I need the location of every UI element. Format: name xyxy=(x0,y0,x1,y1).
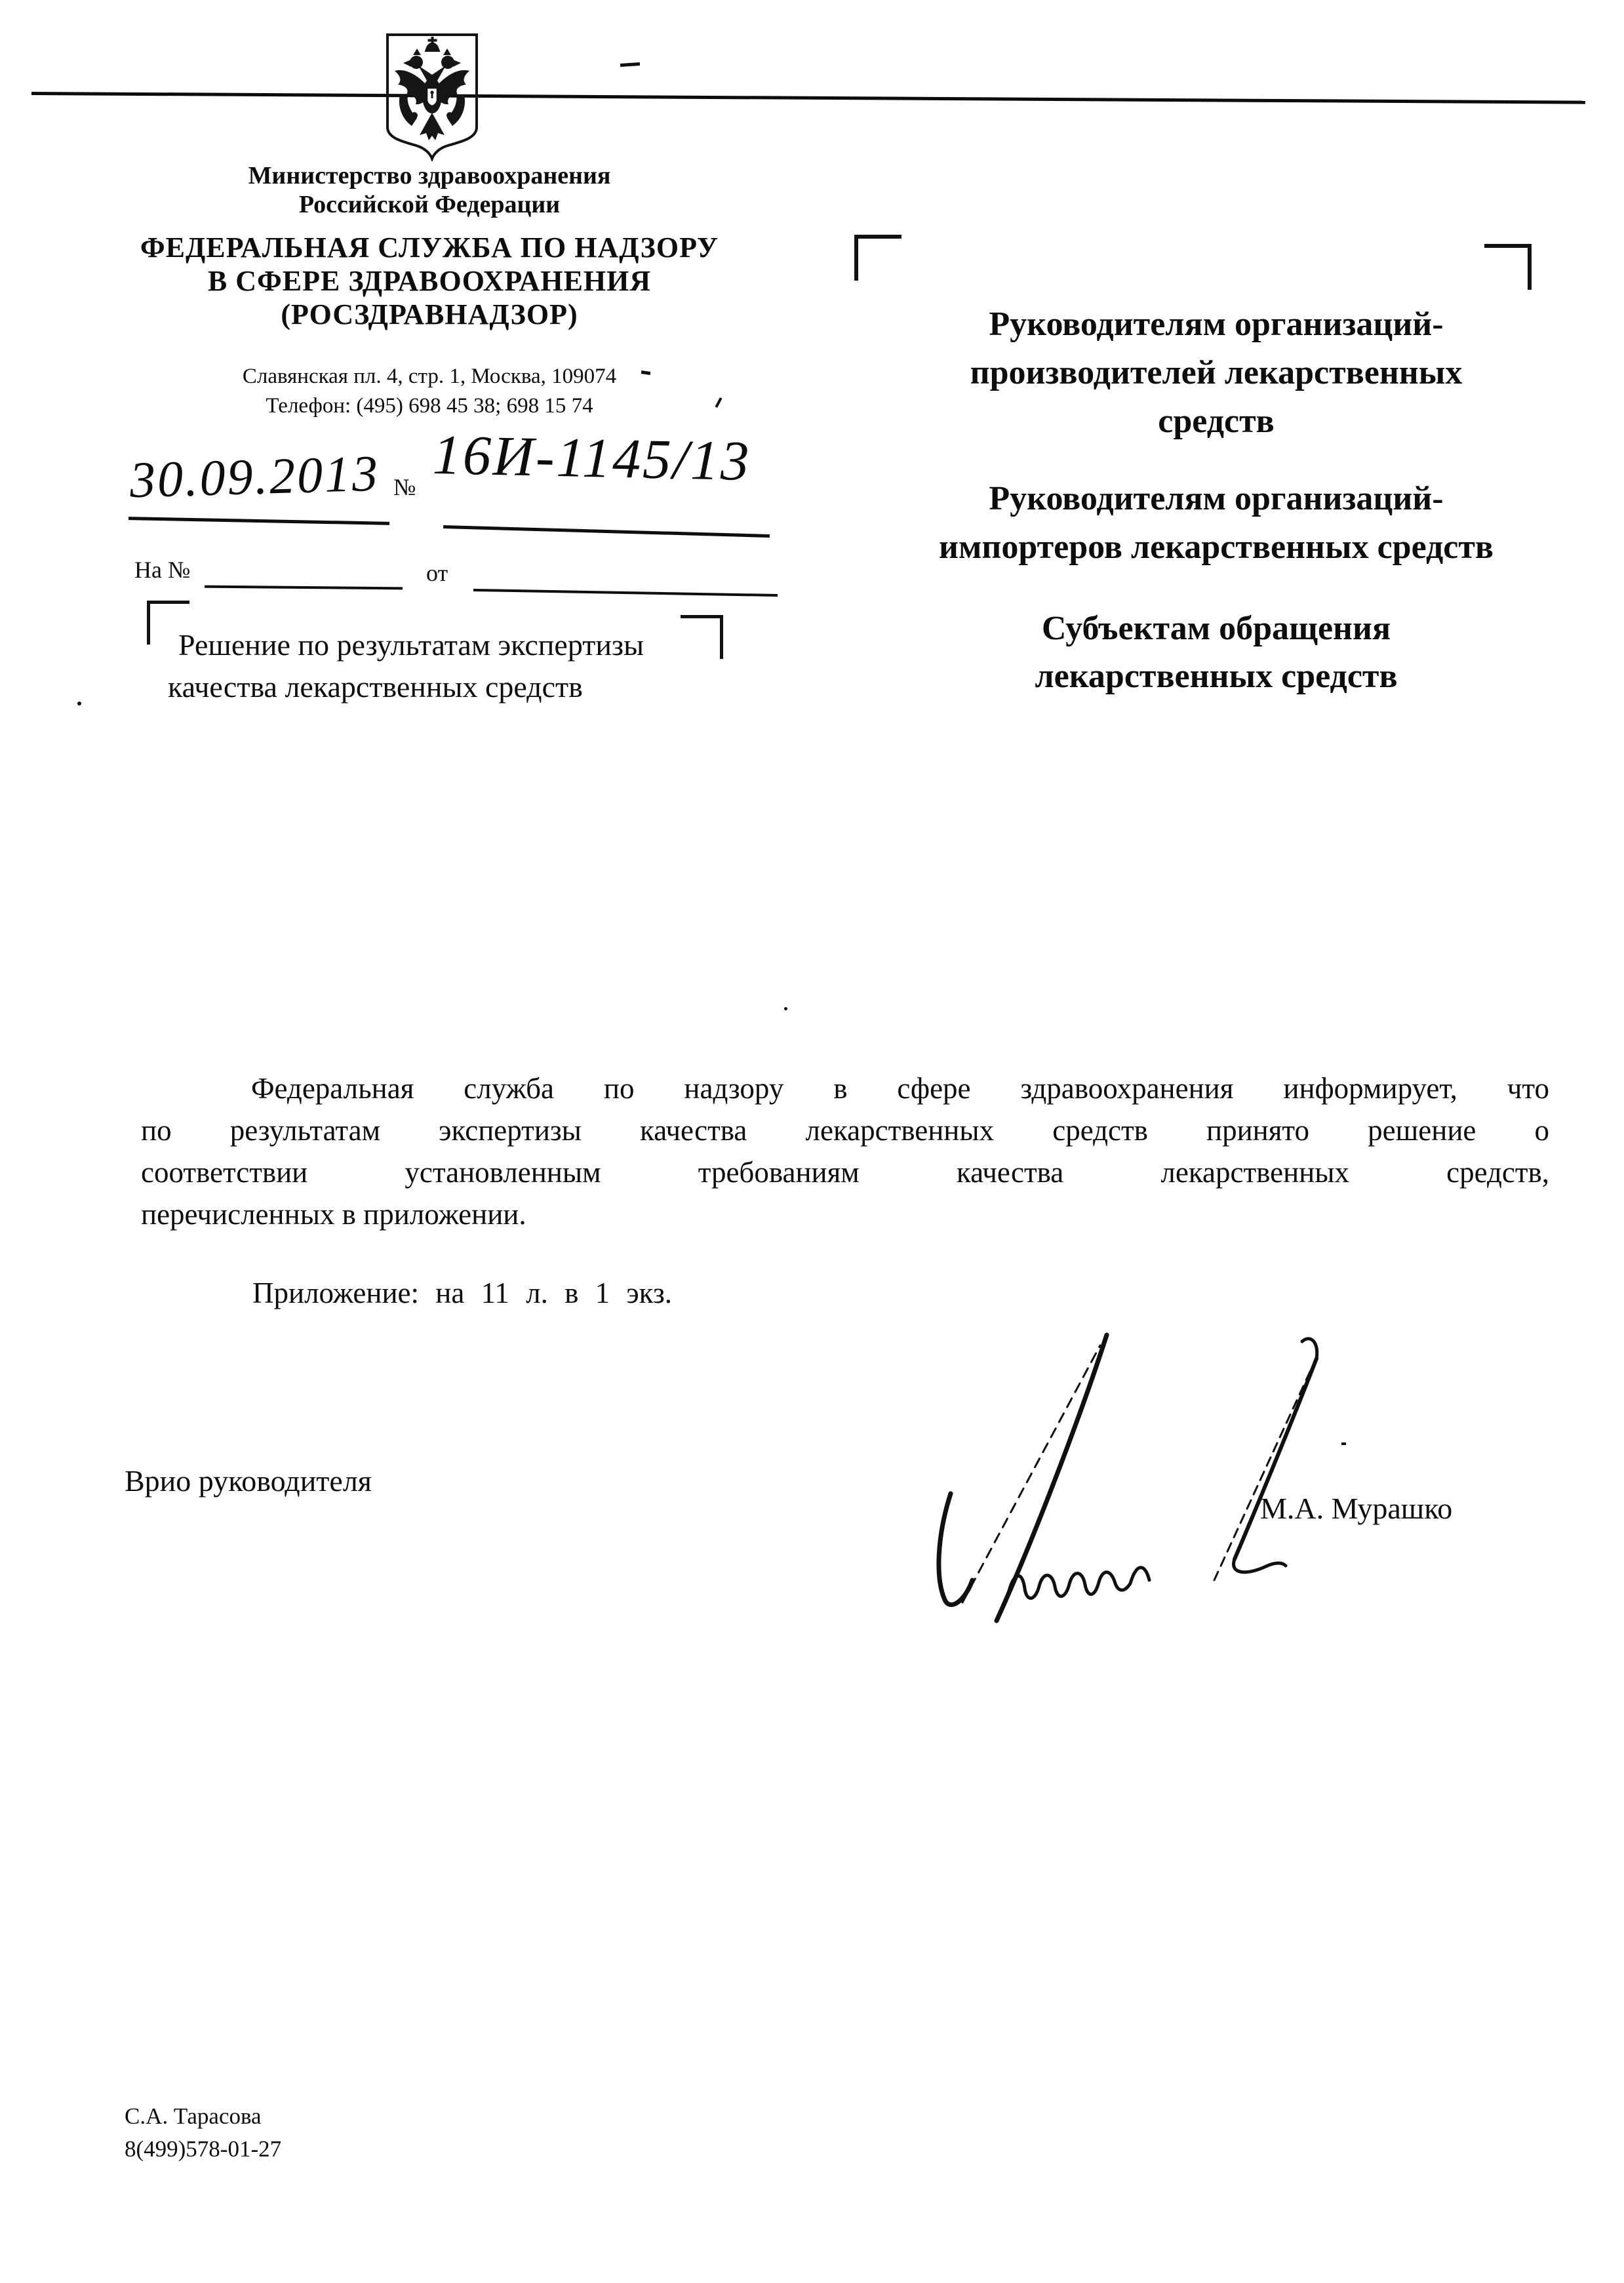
addressee-line: Руководителям организаций- xyxy=(989,480,1444,517)
letter-subject xyxy=(168,624,712,708)
number-sign-label: № xyxy=(393,474,416,500)
reply-date-label: от xyxy=(426,560,448,586)
addressee-line: Руководителям организаций- xyxy=(989,306,1444,343)
body-line4: перечисленных в приложении. xyxy=(141,1198,526,1231)
addressee-corner-mark-right xyxy=(1484,244,1532,290)
russian-coat-of-arms-icon xyxy=(380,30,484,161)
body-line1: Федеральная служба по надзору в сфере здравоохранения информирует, что xyxy=(251,1072,1549,1105)
addressee-corner-mark-left xyxy=(854,235,901,281)
executor-name: С.А. Тарасова xyxy=(125,2103,262,2129)
service-line2: В СФЕРЕ ЗДРАВООХРАНЕНИЯ xyxy=(207,265,652,297)
body-line2: по результатам экспертизы качества лекарственных средств принято решение о xyxy=(141,1114,1549,1147)
handwritten-outgoing-number: 16И-1145/13 xyxy=(432,422,752,493)
ministry-line2: Российской Федерации xyxy=(298,191,561,218)
handwritten-signature-icon xyxy=(931,1318,1337,1633)
number-underline xyxy=(443,525,770,538)
addressee-line: средств xyxy=(1158,403,1275,440)
handwritten-date: 30.09.2013 xyxy=(129,444,381,509)
service-name xyxy=(134,231,724,331)
addressee-importers xyxy=(888,475,1544,572)
ministry-name xyxy=(134,161,724,219)
scan-artifact xyxy=(77,702,81,705)
ministry-line1: Министерство здравоохранения xyxy=(248,162,611,189)
addressee-line: лекарственных средств xyxy=(1035,658,1398,695)
signer-name: М.А. Мурашко xyxy=(1260,1492,1453,1525)
attachment-note: Приложение: на 11 л. в 1 экз. xyxy=(252,1277,672,1309)
addressee-line: импортеров лекарственных средств xyxy=(939,528,1494,566)
addressee-manufacturers xyxy=(888,300,1544,446)
addressee-line: Субъектам обращения xyxy=(1041,610,1391,647)
addressee-circulation-subjects xyxy=(888,605,1544,700)
addressee-line: производителей лекарственных xyxy=(970,354,1463,391)
subject-line2: качества лекарственных средств xyxy=(168,670,583,704)
letterhead-rule xyxy=(31,92,1585,104)
signer-position-title: Врио руководителя xyxy=(125,1464,372,1498)
scan-artifact xyxy=(1341,1442,1346,1445)
scan-artifact xyxy=(784,1007,787,1010)
letter-body xyxy=(141,1067,1549,1235)
service-line1: ФЕДЕРАЛЬНАЯ СЛУЖБА ПО НАДЗОРУ xyxy=(140,231,719,264)
subject-line1: Решение по результатам экспертизы xyxy=(178,628,644,662)
reply-number-blank-line xyxy=(205,586,403,590)
scan-artifact xyxy=(620,62,640,67)
body-line3: соответствии установленным требованиям качества лекарственных средств, xyxy=(141,1156,1549,1189)
reply-number-label: На № xyxy=(134,557,191,583)
org-address: Славянская пл. 4, стр. 1, Москва, 109074 xyxy=(242,365,617,388)
reply-date-blank-line xyxy=(473,589,778,597)
org-phone: Телефон: (495) 698 45 38; 698 15 74 xyxy=(266,394,593,418)
date-underline xyxy=(129,517,389,525)
executor-phone: 8(499)578-01-27 xyxy=(125,2136,282,2162)
service-line3: (РОСЗДРАВНАДЗОР) xyxy=(281,298,578,330)
